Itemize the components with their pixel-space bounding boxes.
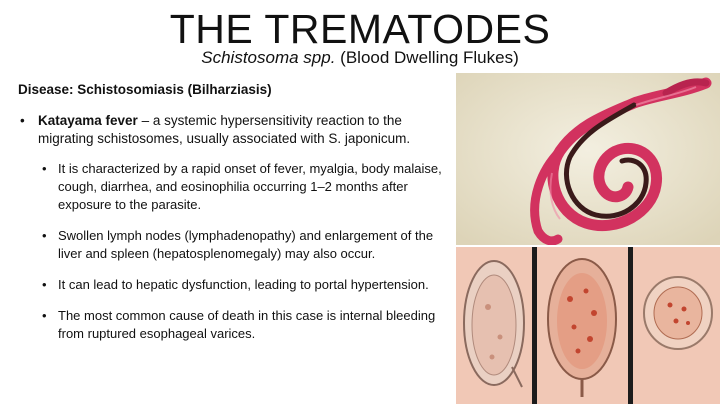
eggs-micrograph xyxy=(456,247,720,404)
content-list xyxy=(18,112,448,356)
sub-bullet xyxy=(42,276,448,294)
sub-bullet-list xyxy=(18,160,448,343)
egg-right xyxy=(644,277,712,349)
sub-bullet-text: It is characterized by a rapid onset of fever, myalgia, body malaise, cough, diarrhea, and eosinophilia occurring 1–2 months after exposure to the parasite. xyxy=(58,161,442,212)
subtitle-description: (Blood Dwelling Flukes) xyxy=(335,48,519,67)
main-bullet xyxy=(18,112,448,148)
bullet-dot: • xyxy=(42,308,47,323)
main-bullet-text: – a systemic hypersensitivity reaction to the migrating schistosomes, usually associated with S. japonicum. xyxy=(38,113,411,146)
main-bullet-term: Katayama fever xyxy=(38,113,138,128)
bullet-dot: • xyxy=(20,113,25,128)
sub-bullet xyxy=(42,160,448,214)
sub-bullet-text: Swollen lymph nodes (lymphadenopathy) and enlargement of the liver and spleen (hepatosplenomegaly) may also occur. xyxy=(58,228,434,261)
sub-bullet-text: The most common cause of death in this case is internal bleeding from ruptured esophageal varices. xyxy=(58,308,436,341)
disease-heading: Disease: Schistosomiasis (Bilharziasis) xyxy=(18,82,272,97)
egg-left xyxy=(464,261,524,387)
sub-bullet xyxy=(42,227,448,263)
slide-title: THE TREMATODES xyxy=(169,6,551,52)
sub-bullet-text: It can lead to hepatic dysfunction, leading to portal hypertension. xyxy=(58,277,429,292)
eggs-illustration xyxy=(456,247,720,404)
sub-bullet xyxy=(42,307,448,343)
bullet-dot: • xyxy=(42,228,47,243)
adult-worm-micrograph xyxy=(456,73,720,245)
worm-illustration xyxy=(456,73,720,245)
slide-subtitle xyxy=(0,48,720,68)
subtitle-genus: Schistosoma spp. xyxy=(201,48,336,67)
bullet-dot: • xyxy=(42,277,47,292)
bullet-dot: • xyxy=(42,161,47,176)
